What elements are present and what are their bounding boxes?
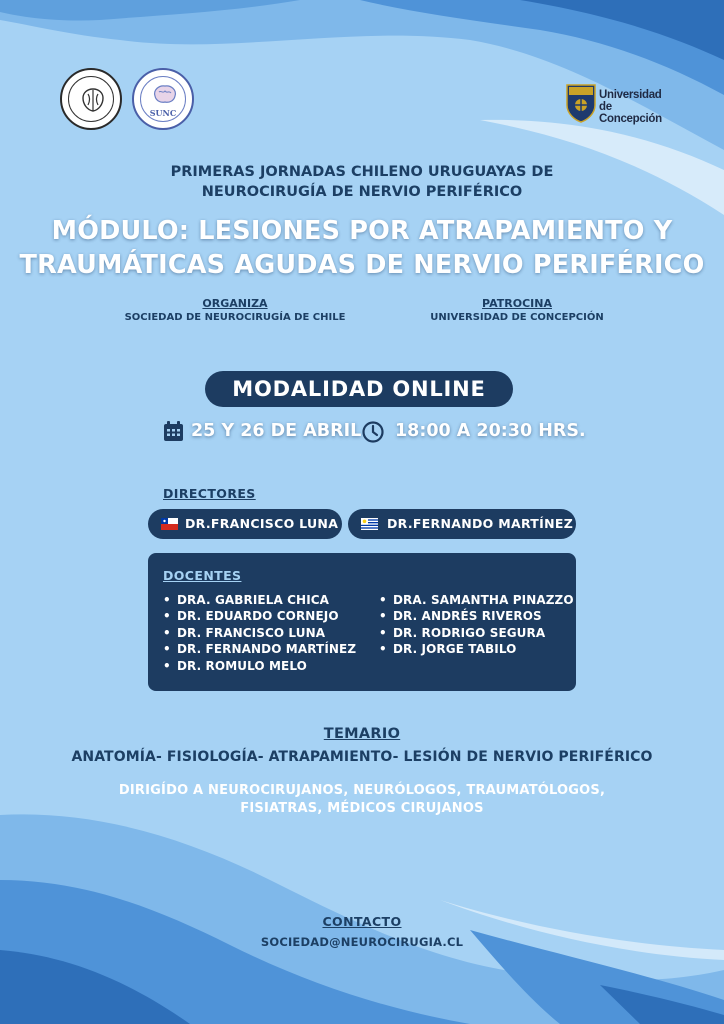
universidad-concepcion-logo: Universidad de Concepción xyxy=(565,83,675,123)
event-date: 25 Y 26 DE ABRIL xyxy=(191,421,362,441)
temario-label: TEMARIO xyxy=(323,726,401,742)
list-item: • DRA. SAMANTHA PINAZZO xyxy=(379,592,574,608)
director-name: DR.FRANCISCO LUNA xyxy=(185,516,339,531)
organiza-block xyxy=(110,297,360,323)
audience-line1: DIRIGÍDO A NEUROCIRUJANOS, NEURÓLOGOS, TRAUMATÓLOGOS, xyxy=(118,783,606,798)
clock-icon xyxy=(362,421,384,443)
list-item: • DR. FRANCISCO LUNA xyxy=(163,625,356,641)
list-item: • DR. RODRIGO SEGURA xyxy=(379,625,574,641)
shield-icon xyxy=(565,83,597,123)
directors-label: DIRECTORES xyxy=(163,486,256,501)
director-pill-uruguay xyxy=(348,509,576,539)
event-title-line1: PRIMERAS JORNADAS CHILENO URUGUAYAS DE xyxy=(170,164,554,180)
organiza-value: SOCIEDAD DE NEUROCIRUGÍA DE CHILE xyxy=(124,312,346,323)
module-title-line1: MÓDULO: LESIONES POR ATRAPAMIENTO Y xyxy=(51,216,673,246)
docentes-label: DOCENTES xyxy=(163,568,242,583)
list-item: • DR. ANDRÉS RIVEROS xyxy=(379,608,574,624)
module-title xyxy=(0,214,724,282)
patrocina-label: PATROCINA xyxy=(482,297,552,310)
list-item: • DR. FERNANDO MARTÍNEZ xyxy=(163,641,356,657)
audience-line2: FISIATRAS, MÉDICOS CIRUJANOS xyxy=(240,801,484,816)
list-item: • DR. EDUARDO CORNEJO xyxy=(163,608,356,624)
uruguay-flag-icon xyxy=(361,518,378,530)
patrocina-block xyxy=(400,297,634,323)
list-item: • DR. JORGE TABILO xyxy=(379,641,574,657)
contact-label: CONTACTO xyxy=(322,914,402,929)
audience-text xyxy=(0,782,724,818)
modality-badge: MODALIDAD ONLINE xyxy=(205,371,513,407)
sociedad-uruguaya-neurocirugia-logo: SUNC xyxy=(132,68,194,130)
event-title xyxy=(0,162,724,202)
docentes-box xyxy=(148,553,576,691)
module-title-line2: TRAUMÁTICAS AGUDAS DE NERVIO PERIFÉRICO xyxy=(19,250,705,280)
event-title-line2: NEUROCIRUGÍA DE NERVIO PERIFÉRICO xyxy=(201,184,523,200)
patrocina-value: UNIVERSIDAD DE CONCEPCIÓN xyxy=(430,312,604,323)
director-pill-chile xyxy=(148,509,342,539)
event-time: 18:00 A 20:30 HRS. xyxy=(395,421,586,441)
temario-value: ANATOMÍA- FISIOLOGÍA- ATRAPAMIENTO- LESIÓN DE NERVIO PERIFÉRICO xyxy=(71,749,653,765)
chile-flag-icon xyxy=(161,518,178,530)
sociedad-neurocirugia-chile-logo xyxy=(60,68,122,130)
organiza-label: ORGANIZA xyxy=(202,297,268,310)
director-name: DR.FERNANDO MARTÍNEZ xyxy=(387,516,574,531)
docentes-list-col1 xyxy=(163,592,356,674)
list-item: • DRA. GABRIELA CHICA xyxy=(163,592,356,608)
docentes-list-col2 xyxy=(379,592,574,658)
brain-icon xyxy=(151,82,179,106)
list-item: • DR. ROMULO MELO xyxy=(163,658,356,674)
contact-email[interactable]: SOCIEDAD@NEUROCIRUGIA.CL xyxy=(260,935,464,949)
brain-icon xyxy=(79,86,107,114)
calendar-icon xyxy=(163,421,184,442)
